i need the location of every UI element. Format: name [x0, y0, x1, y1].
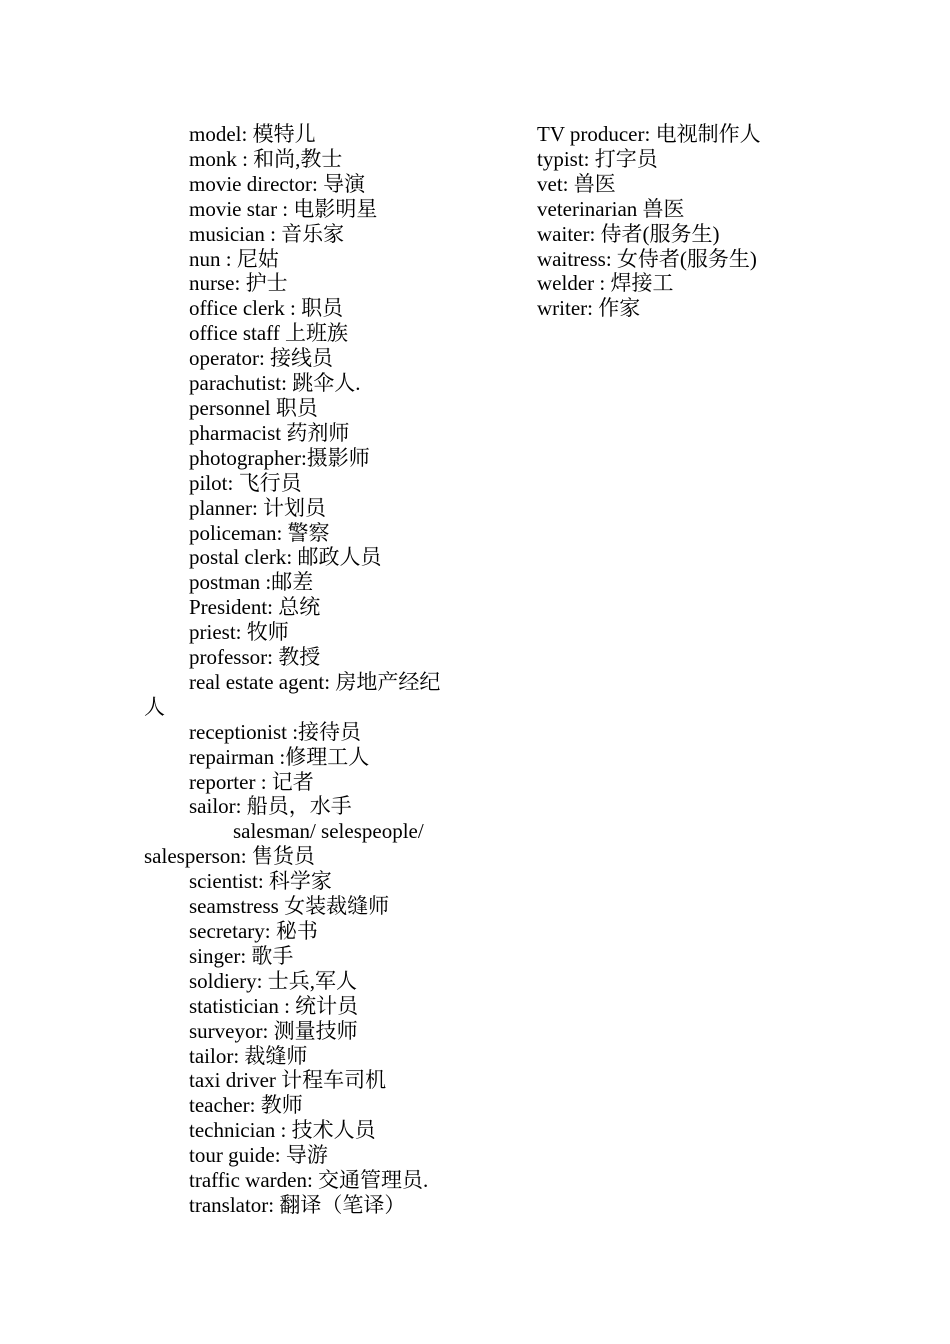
list-item: tour guide: 导游 — [189, 1143, 328, 1168]
list-item: operator: 接线员 — [189, 346, 334, 371]
list-item: office staff 上班族 — [189, 321, 349, 346]
list-item: singer: 歌手 — [189, 943, 294, 968]
list-item-continuation: 人 — [144, 694, 165, 719]
list-item: secretary: 秘书 — [189, 919, 318, 943]
list-item: nurse: 护士 — [189, 271, 288, 296]
list-item: priest: 牧师 — [189, 620, 289, 645]
list-item: vet: 兽医 — [537, 171, 616, 196]
list-item: typist: 打字员 — [537, 146, 658, 171]
list-item: taxi driver 计程车司机 — [189, 1068, 387, 1093]
list-item: monk : 和尚,教士 — [189, 146, 343, 171]
list-item: movie star : 电影明星 — [189, 196, 378, 221]
list-item: parachutist: 跳伞人. — [189, 371, 361, 396]
list-item: scientist: 科学家 — [189, 869, 332, 894]
list-item: real estate agent: 房地产经纪 — [189, 669, 441, 694]
list-item-justified — [144, 819, 458, 844]
list-item: office clerk : 职员 — [189, 296, 344, 321]
list-item: model: 模特儿 — [189, 122, 316, 146]
list-item: soldiery: 士兵,军人 — [189, 968, 357, 993]
list-item: movie director: 导演 — [189, 171, 366, 196]
list-item: planner: 计划员 — [189, 495, 327, 520]
list-item: policeman: 警察 — [189, 520, 330, 545]
list-item: translator: 翻译（笔译） — [189, 1192, 406, 1217]
list-item: veterinarian 兽医 — [537, 196, 685, 221]
list-item: writer: 作家 — [537, 296, 641, 321]
list-item: pilot: 飞行员 — [189, 470, 302, 495]
right-column — [537, 122, 837, 321]
list-item: welder : 焊接工 — [537, 271, 674, 296]
list-item-text: salesman/ selespeople/ — [233, 819, 424, 844]
list-item: postman :邮差 — [189, 570, 314, 595]
list-item: teacher: 教师 — [189, 1093, 303, 1118]
list-item: President: 总统 — [189, 595, 321, 620]
list-item: receptionist :接待员 — [189, 719, 362, 744]
list-item: sailor: 船员，水手 — [189, 794, 352, 819]
list-item: tailor: 裁缝师 — [189, 1043, 308, 1068]
list-item: reporter : 记者 — [189, 769, 314, 794]
list-item: waiter: 侍者(服务生) — [537, 221, 720, 246]
list-item: pharmacist 药剂师 — [189, 420, 350, 445]
list-item: musician : 音乐家 — [189, 221, 345, 246]
list-item: surveyor: 测量技师 — [189, 1018, 358, 1043]
left-column — [144, 122, 460, 1218]
list-item: TV producer: 电视制作人 — [537, 122, 761, 146]
list-item: seamstress 女装裁缝师 — [189, 894, 390, 919]
list-item: professor: 教授 — [189, 645, 321, 670]
list-item: statistician : 统计员 — [189, 993, 359, 1018]
list-item: photographer:摄影师 — [189, 445, 370, 470]
list-item: repairman :修理工人 — [189, 744, 370, 769]
list-item: technician : 技术人员 — [189, 1118, 376, 1143]
list-item: personnel 职员 — [189, 395, 318, 420]
list-item: nun : 尼姑 — [189, 246, 279, 271]
list-item: traffic warden: 交通管理员. — [189, 1168, 429, 1193]
list-item: postal clerk: 邮政人员 — [189, 545, 382, 570]
list-item: waitress: 女侍者(服务生) — [537, 246, 757, 271]
list-item-continuation: salesperson: 售货员 — [144, 844, 315, 869]
